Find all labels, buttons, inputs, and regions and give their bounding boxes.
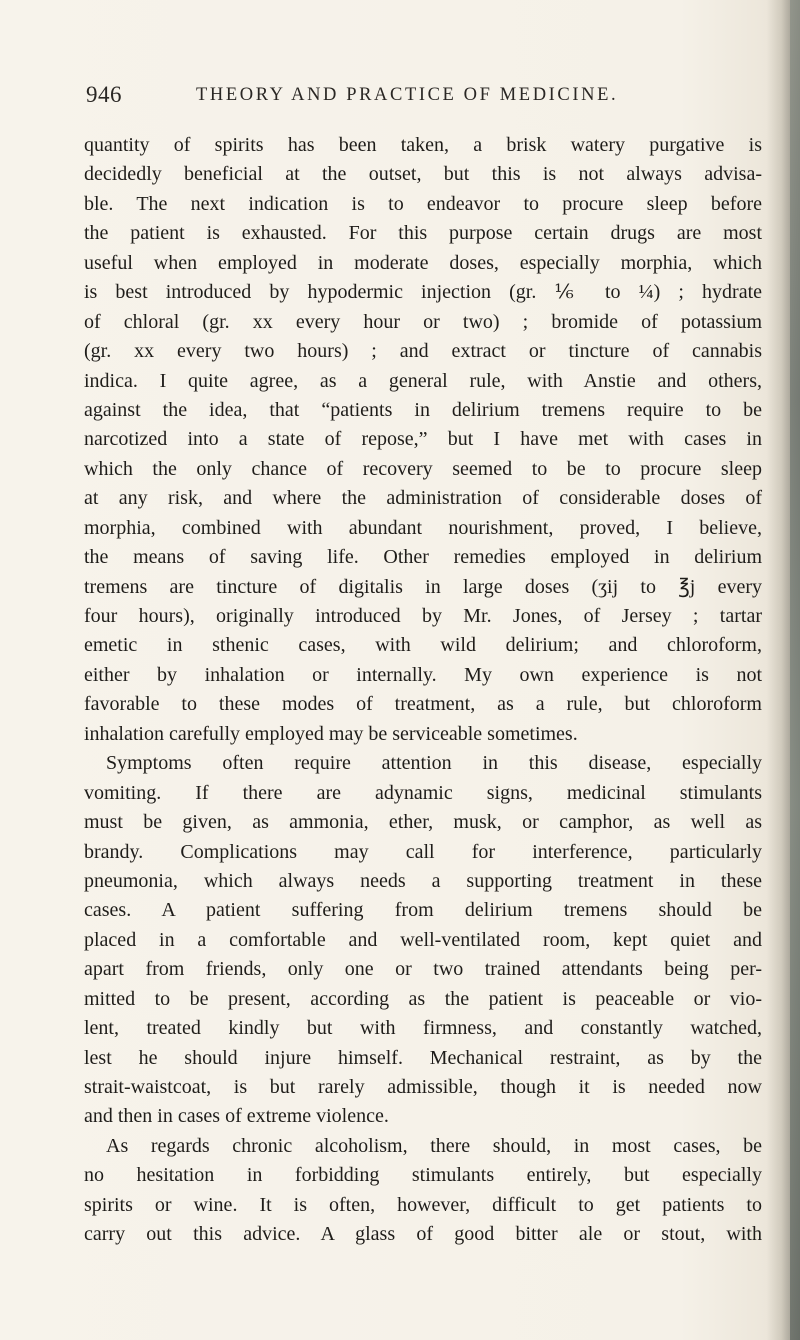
text-line: four hours), originally introduced by Mr. Jones, of Jersey ; tartar — [84, 605, 762, 627]
text-line: cases. A patient suffering from delirium tremens should be — [84, 899, 762, 922]
text-line: tremens are tincture of digitalis in large doses (ʒij to ℥j every — [84, 575, 762, 598]
book-binding-edge — [790, 0, 800, 1340]
text-line: mitted to be present, according as the patient is peaceable or vio- — [84, 987, 762, 1010]
text-line: narcotized into a state of repose,” but I have met with cases in — [84, 428, 762, 451]
running-head: THEORY AND PRACTICE OF MEDICINE. — [196, 85, 619, 105]
text-line: which the only chance of recovery seemed to be to procure sleep — [84, 457, 762, 480]
body-text — [84, 131, 762, 1250]
text-line: decidedly beneficial at the outset, but this is not always advisa- — [84, 163, 762, 186]
text-line: emetic in sthenic cases, with wild delirium; and chloroform, — [84, 634, 762, 657]
text-line: the means of saving life. Other remedies employed in delirium — [84, 546, 762, 569]
text-line: must be given, as ammonia, ether, musk, or camphor, as well as — [84, 811, 762, 834]
text-line: either by inhalation or internally. My own experience is not — [84, 663, 762, 686]
text-line: placed in a comfortable and well-ventilated room, kept quiet and — [84, 928, 762, 951]
text-line: carry out this advice. A glass of good bitter ale or stout, with — [84, 1223, 762, 1246]
text-line: of chloral (gr. xx every hour or two) ; bromide of potassium — [84, 310, 762, 333]
text-line: quantity of spirits has been taken, a brisk watery purgative is — [84, 134, 762, 156]
text-line: against the idea, that “patients in delirium tremens require to be — [84, 398, 762, 421]
text-line: lest he should injure himself. Mechanical restraint, as by the — [84, 1046, 762, 1069]
text-line: pneumonia, which always needs a supporting treatment in these — [84, 869, 762, 892]
text-line: (gr. xx every two hours) ; and extract or tincture of cannabis — [84, 340, 762, 363]
text-line: strait-waistcoat, is but rarely admissible, though it is needed now — [84, 1076, 762, 1098]
page-number: 946 — [86, 82, 122, 107]
text-line: morphia, combined with abundant nourishment, proved, I believe, — [84, 516, 762, 539]
text-line: the patient is exhausted. For this purpose certain drugs are most — [84, 222, 762, 245]
text-line: spirits or wine. It is often, however, difficult to get patients to — [84, 1193, 762, 1216]
text-line: no hesitation in forbidding stimulants entirely, but especially — [84, 1164, 762, 1187]
text-line: apart from friends, only one or two trained attendants being per- — [84, 958, 762, 981]
paragraph-start-line: Symptoms often require attention in this disease, especially — [106, 752, 762, 775]
text-line: brandy. Complications may call for interference, particularly — [84, 840, 762, 863]
paragraph-end-line: and then in cases of extreme violence. — [84, 1105, 389, 1128]
text-line: at any risk, and where the administration of considerable doses of — [84, 487, 762, 510]
text-line: vomiting. If there are adynamic signs, medicinal stimulants — [84, 781, 762, 804]
text-line: ble. The next indication is to endeavor to procure sleep before — [84, 192, 762, 215]
text-line: useful when employed in moderate doses, especially morphia, which — [84, 251, 762, 274]
text-line: is best introduced by hypodermic injection (gr. ⅙ to ¼) ; hydrate — [84, 281, 762, 304]
paragraph-start-line: As regards chronic alcoholism, there should, in most cases, be — [106, 1134, 762, 1157]
paragraph-end-line: inhalation carefully employed may be serviceable sometimes. — [84, 722, 578, 745]
text-line: indica. I quite agree, as a general rule, with Anstie and others, — [84, 369, 762, 392]
text-line: lent, treated kindly but with firmness, and constantly watched, — [84, 1017, 762, 1040]
page-header — [56, 82, 756, 112]
text-line: favorable to these modes of treatment, as a rule, but chloroform — [84, 693, 762, 716]
